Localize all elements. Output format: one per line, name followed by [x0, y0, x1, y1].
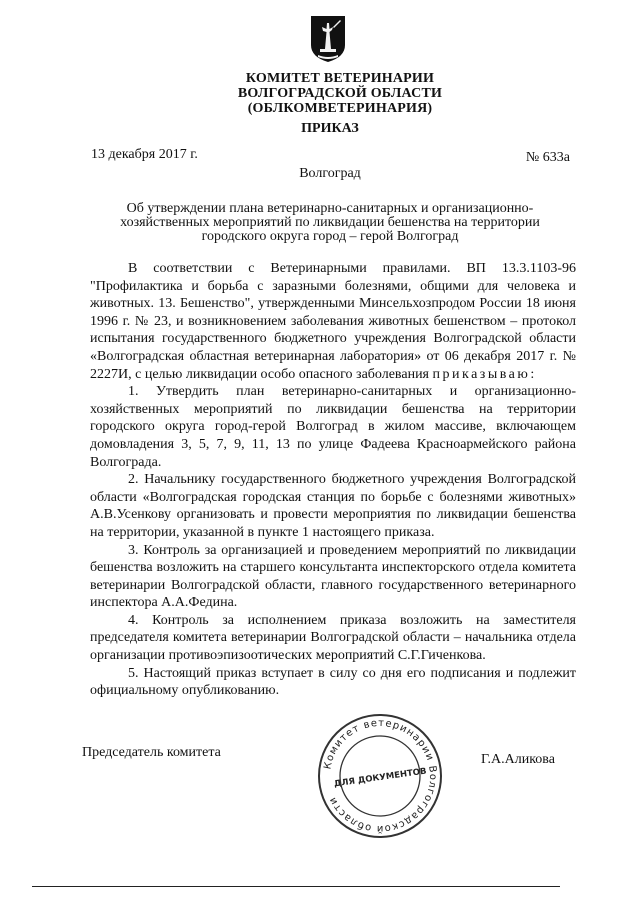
org-name-line-2: ВОЛГОГРАДСКОЙ ОБЛАСТИ [237, 86, 443, 101]
order-item-5: 5. Настоящий приказ вступает в силу со дня его подписания и подлежит официальному опубликованию. [90, 665, 576, 699]
org-name-line-3: (ОБЛКОМВЕТЕРИНАРИЯ) [247, 101, 433, 116]
document-subject [95, 202, 565, 244]
order-item-3: 3. Контроль за организацией и проведением мероприятий по ликвидации бешенства возложить на старшего консультанта инспекторского отдела комитета ветеринарии Волгоградской области, главного государственного ветеринарного инспектора А.А.Федина. [90, 542, 576, 611]
org-name-line-1: КОМИТЕТ ВЕТЕРИНАРИИ [245, 71, 435, 86]
document-city: Волгоград [299, 166, 361, 181]
order-item-2: 2. Начальнику государственного бюджетного учреждения Волгоградской области «Волгоградская городская станция по борьбе с болезнями животных» А.В.Усенкову организовать и провести мероприятия по ликвидации бешенства на территории, указанной в пункте 1 настоящего приказа. [90, 472, 576, 540]
document-body [90, 260, 576, 700]
subject-line-1: Об утверждении плана ветеринарно-санитарных и организационно- [126, 201, 534, 216]
seal-stamp-icon [316, 712, 444, 840]
document-type: ПРИКАЗ [301, 121, 359, 136]
bottom-divider [32, 886, 560, 887]
preamble-paragraph [90, 260, 576, 383]
order-word: приказываю: [432, 366, 537, 382]
subject-line-3: городского округа город – герой Волгоград [201, 229, 459, 244]
stamp-outer-text: Комитет ветеринарии Волгоградской области [322, 717, 439, 835]
document-number: № 633а [525, 150, 570, 165]
subject-line-2: хозяйственных мероприятий по ликвидации бешенства на территории [120, 215, 540, 230]
document-date: 13 декабря 2017 г. [91, 147, 198, 162]
signature-title: Председатель комитета [82, 745, 221, 760]
coat-of-arms-icon [310, 15, 346, 63]
order-item-4: 4. Контроль за исполнением приказа возложить на заместителя председателя комитета ветеринарии Волгоградской области – начальника отдела организации противоэпизоотических мероприятий С.Г.Гиченкова. [90, 612, 576, 664]
signatory-name: Г.А.Аликова [481, 752, 555, 767]
order-item-1: 1. Утвердить план ветеринарно-санитарных и организационно-хозяйственных мероприятий по ликвидации бешенства на территории городского округа город-герой Волгоград в жилом массиве, включающем домовладения 3, 5, 7, 9, 11, 13 по улице Фадеева Красноармейского района Волгограда. [90, 384, 576, 470]
svg-text:ДЛЯ ДОКУМЕНТОВ [333, 767, 427, 790]
preamble-text: В соответствии с Ветеринарными правилами. ВП 13.3.1103-96 "Профилактика и борьба с заразными болезнями, общими для человека и животных. 13. Бешенство", утвержденными Минсельхозпродом России 18 июня 1996 г. № 23, и возникновением заболевания животных бешенством – протокол испытания государственного бюджетного учреждения Волгоградской области «Волгоградская областная ветеринарная лаборатория» от 06 декабря 2017 г. № 2227И, с целью ликвидации особо опасного заболевания [90, 261, 576, 382]
stamp-center-text: ДЛЯ ДОКУМЕНТОВ [333, 766, 428, 790]
